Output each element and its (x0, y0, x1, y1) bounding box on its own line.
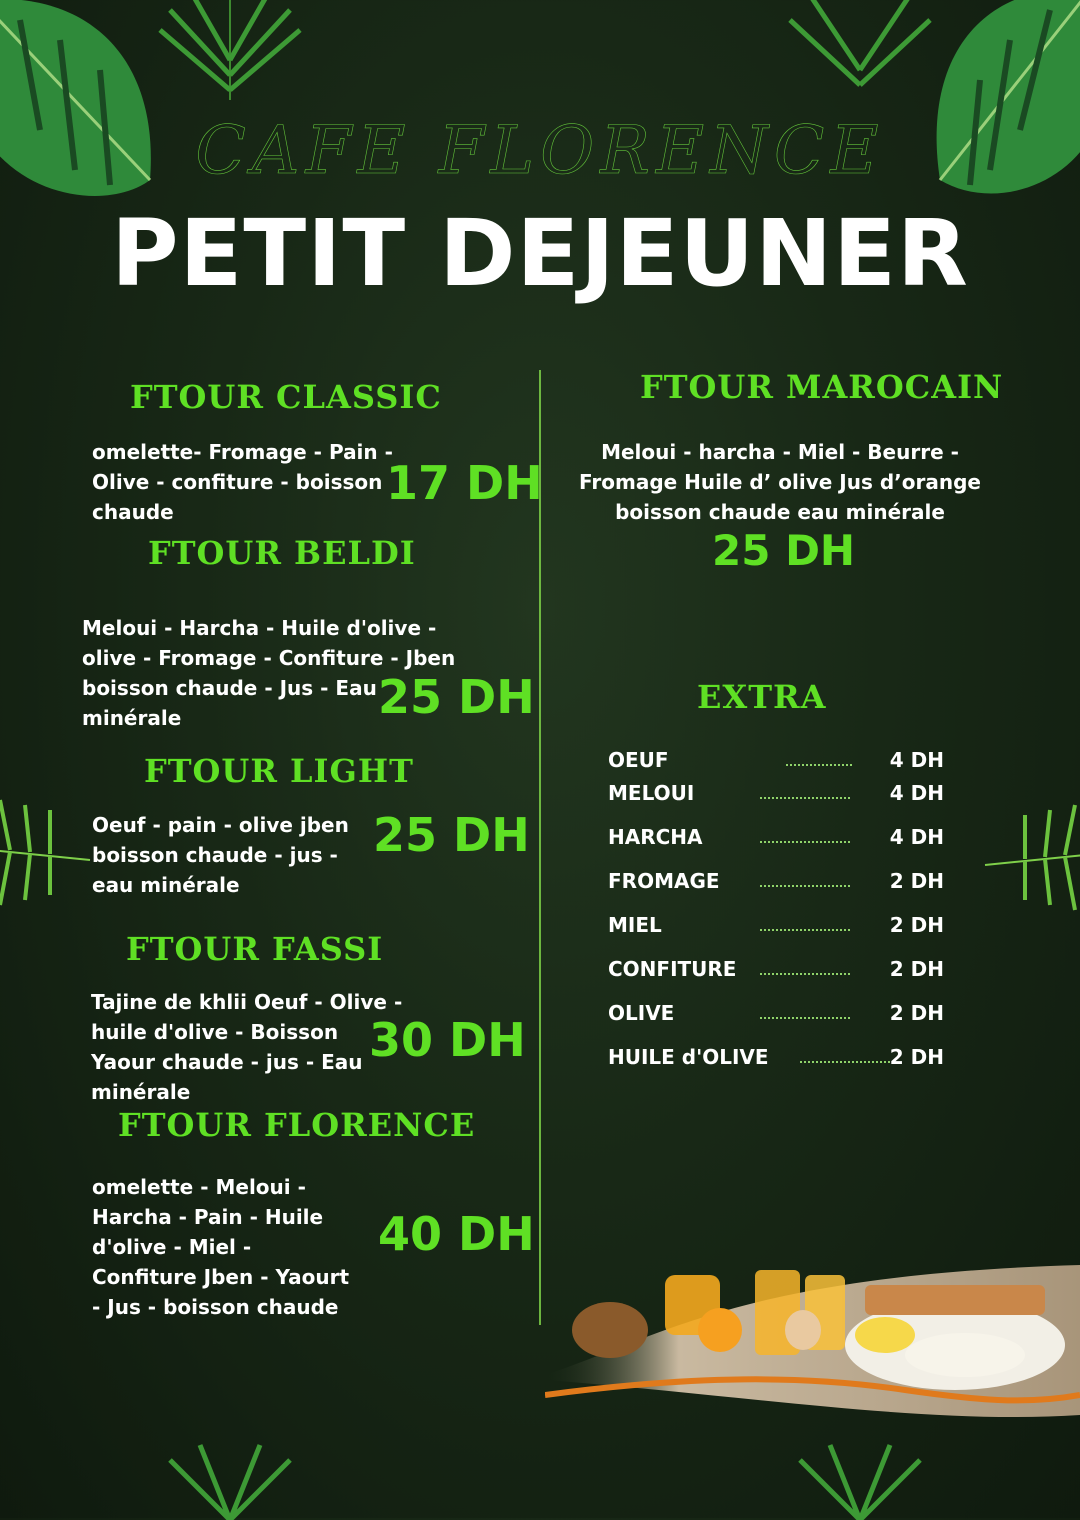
palm-leaf-top-icon (150, 0, 310, 110)
extra-item-name: HARCHA (608, 825, 703, 849)
egg-icon (785, 1310, 821, 1350)
extra-item-leader-dots (760, 973, 850, 975)
extra-item-price: 2 DH (889, 1001, 944, 1025)
ftour-fassi-description: Tajine de khlii Oeuf - Olive - huile d'olive - Boisson Yaour chaude - jus - Eau minérale (91, 990, 403, 1104)
extra-item-name: CONFITURE (608, 957, 737, 981)
ftour-florence-title: FTOUR FLORENCE (118, 1106, 476, 1144)
extra-item-name: OEUF (608, 748, 669, 772)
scrambled-eggs-icon (855, 1317, 915, 1353)
ftour-beldi-title: FTOUR BELDI (148, 534, 416, 572)
extra-item-leader-dots (760, 797, 850, 799)
column-divider (539, 370, 541, 1325)
ftour-classic-title: FTOUR CLASSIC (130, 378, 442, 416)
palm-leaf-right-icon (975, 795, 1080, 925)
ftour-marocain-price: 25 DH (712, 526, 856, 575)
extra-item-price: 4 DH (889, 748, 944, 772)
extra-item (608, 1001, 948, 1031)
palm-leaf-bottom-right-icon (780, 1440, 940, 1520)
ftour-light-price: 25 DH (373, 808, 530, 862)
extra-item-price: 2 DH (889, 957, 944, 981)
extra-item-price: 2 DH (889, 1045, 944, 1069)
extra-item-name: MELOUI (608, 781, 695, 805)
extra-item (608, 1045, 948, 1075)
bread-roll-icon (572, 1302, 648, 1358)
ftour-classic-price: 17 DH (386, 456, 543, 510)
extra-item-name: MIEL (608, 913, 662, 937)
extra-item-name: HUILE d'OLIVE (608, 1045, 769, 1069)
ftour-beldi-price: 25 DH (378, 670, 535, 724)
ftour-light-title: FTOUR LIGHT (144, 752, 414, 790)
ftour-light-description: Oeuf - pain - olive jben boisson chaude - jus - eau minérale (92, 813, 349, 897)
extra-item-leader-dots (786, 764, 852, 766)
extra-item (608, 781, 948, 811)
palm-leaf-bottom-left-icon (150, 1440, 310, 1520)
ftour-marocain-title: FTOUR MAROCAIN (640, 368, 1004, 406)
extra-item-price: 2 DH (889, 913, 944, 937)
extra-item (608, 825, 948, 855)
ftour-florence-price: 40 DH (378, 1207, 535, 1261)
extra-item (608, 913, 948, 943)
orange-slice-icon (698, 1308, 742, 1352)
extra-item-leader-dots (760, 885, 850, 887)
ftour-classic-description: omelette- Fromage - Pain - Olive - confiture - boisson chaude (92, 440, 393, 524)
palm-leaf-left-icon (0, 790, 100, 920)
extra-item-price: 4 DH (889, 781, 944, 805)
palm-leaf-top-right-icon (780, 0, 940, 90)
extra-item-leader-dots (760, 929, 850, 931)
cafe-name: CAFE FLORENCE (195, 112, 885, 189)
extra-item (608, 748, 948, 778)
extra-item-leader-dots (800, 1061, 890, 1063)
ftour-fassi-price: 30 DH (369, 1013, 526, 1067)
extra-item-leader-dots (760, 1017, 850, 1019)
extra-item-price: 2 DH (889, 869, 944, 893)
extra-item (608, 957, 948, 987)
extra-title: EXTRA (697, 678, 827, 716)
extra-item-price: 4 DH (889, 825, 944, 849)
ftour-marocain-description: Meloui - harcha - Miel - Beurre - Fromage Huile d’ olive Jus d’orange boisson chaude eau minérale (579, 440, 981, 524)
extra-item-name: FROMAGE (608, 869, 720, 893)
ftour-fassi-title: FTOUR FASSI (126, 930, 384, 968)
cheese-icon (905, 1333, 1025, 1377)
extra-item (608, 869, 948, 899)
ftour-florence-description: omelette - Meloui - Harcha - Pain - Huile d'olive - Miel - Confiture Jben - Yaourt - Jus - boisson chaude (92, 1175, 350, 1319)
ftour-beldi-description: Meloui - Harcha - Huile d'olive - olive - Fromage - Confiture - Jben boisson chaude - Jus - Eau minérale (82, 616, 456, 730)
extra-item-name: OLIVE (608, 1001, 675, 1025)
extra-item-leader-dots (760, 841, 850, 843)
page-title: PETIT DEJEUNER (111, 200, 969, 307)
breakfast-image (545, 1255, 1080, 1425)
toast-icon (865, 1285, 1045, 1315)
